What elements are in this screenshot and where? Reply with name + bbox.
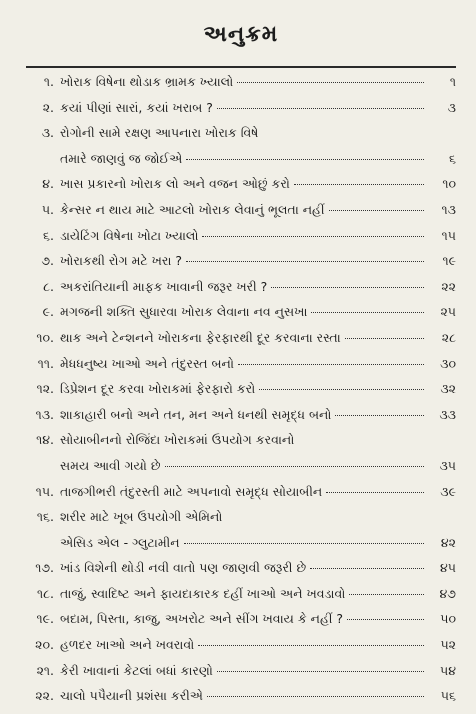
entry-number: ૧૨. [36,381,54,397]
entry-page-number: ૧૩ [441,201,456,217]
toc-entry [26,125,456,151]
entry-title: તાજું, સ્વાદિષ્ટ અને ફાયદાકારક દહીં ખાઓ અને ખવડાવો [60,585,346,601]
toc-entry [26,611,456,637]
entry-title: ખાંડ વિશેની થોડી નવી વાતો પણ જાણવી જરૂરી છે [60,560,307,576]
dot-leader [329,210,424,211]
entry-title: શરીર માટે ખૂબ ઉપયોગી એમિનો [60,509,223,525]
entry-number: ૨૦. [35,637,54,653]
dot-leader [259,389,424,390]
entry-title: ખોરાકથી રોગ મટે ખરા ? [60,253,183,269]
entry-number: ૨૨. [35,688,54,704]
entry-page-number: ૨૨ [441,278,456,294]
dot-leader [349,594,424,595]
entry-number: ૧૪. [36,432,54,448]
toc-entry [26,484,456,510]
entry-page-number: ૩ [447,99,456,115]
toc-entry [26,509,456,535]
entry-page-number: ૫૬ [440,688,456,704]
entry-title: શાકાહારી બનો અને તન, મન અને ધનથી સમૃદ્ધ બનો [60,406,332,422]
toc-list [26,74,456,714]
toc-entry-continuation [26,535,456,561]
dot-leader [335,415,424,416]
toc-entry [26,663,456,689]
dot-leader [238,364,424,365]
entry-title: અકરાંતિયાની માફક ખાવાની જરૂર ખરી ? [60,278,268,294]
entry-page-number: ૩૦ [440,355,456,371]
entry-title: મગજની શક્તિ સુધારવા ખોરાક લેવાના નવ નુસખા [60,304,308,320]
entry-number: ૯. [42,304,54,320]
toc-entry-continuation [26,458,456,484]
entry-title: કેરી ખાવાનાં કેટલાં બધાં કારણો [60,662,213,678]
toc-entry [26,356,456,382]
entry-number: ૩. [41,125,54,141]
entry-number: ૪. [42,176,54,192]
entry-number: ૧૯. [36,611,54,627]
entry-page-number: ૨૫ [440,304,456,320]
entry-page-number: ૧૦ [442,176,456,192]
dot-leader [347,619,424,620]
dot-leader [326,492,424,493]
toc-entry [26,330,456,356]
entry-number: ૮. [43,278,54,294]
entry-title: ખોરાક વિષેના થોડાક ભ્રામક ખ્યાલો [60,74,234,89]
entry-title: સમય આવી ગયો છે [60,457,161,473]
dot-leader [198,645,424,646]
toc-entry [26,228,456,254]
entry-number: ૨૧. [36,662,54,678]
entry-number: ૧૭. [35,560,54,576]
dot-leader [345,338,424,339]
toc-entry [26,560,456,586]
entry-page-number: ૬ [448,150,456,166]
entry-page-number: ૪૨ [440,534,456,550]
entry-title: ડિપ્રેશન દૂર કરવા ખોરાકમાં ફેરફારો કરો [60,381,256,397]
entry-number: ૨. [42,99,54,115]
dot-leader [165,466,424,467]
toc-entry [26,381,456,407]
title-rule [26,66,456,68]
toc-entry [26,304,456,330]
dot-leader [237,82,424,83]
entry-title: બદામ, પિસ્તા, કાજુ, અખરોટ અને સીંગ ખવાય કે નહીં ? [60,611,344,627]
toc-entry [26,688,456,714]
toc-entry [26,432,456,458]
dot-leader [271,287,424,288]
dot-leader [310,568,424,569]
toc-entry [26,637,456,663]
toc-entry [26,176,456,202]
toc-entry [26,100,456,126]
toc-entry [26,279,456,305]
dot-leader [294,184,424,185]
entry-title: ડાયેટિંગ વિષેના ખોટા ખ્યાલો [60,227,199,243]
entry-page-number: ૪૭ [439,585,456,601]
entry-page-number: ૧૫ [441,227,456,243]
entry-page-number: ૩૫ [439,457,456,473]
entry-title: ખાસ પ્રકારનો ખોરાક લો અને વજન ઓછું કરો [60,176,290,192]
dot-leader [186,159,424,160]
entry-page-number: ૨૮ [441,329,456,345]
entry-title: કેન્સર ન થાય માટે આટલો ખોરાક લેવાનું ભૂલતા નહીં [60,201,325,217]
dot-leader [184,543,424,544]
entry-title: સોયાબીનનો રોજિંદા ખોરાકમાં ઉપયોગ કરવાનો [60,432,295,448]
toc-entry [26,586,456,612]
dot-leader [217,108,424,109]
toc-entry [26,74,456,100]
entry-number: ૫. [41,201,54,217]
entry-number: ૧૫. [35,483,54,499]
entry-number: ૧૬. [36,509,54,525]
page-title: અનુક્રમ [203,22,279,47]
entry-title: મેધધનુષ્ય ખાઓ અને તંદુરસ્ત બનો [60,355,234,371]
dot-leader [202,236,424,237]
entry-title: રોગોની સામે રક્ષણ આપનારા ખોરાક વિષે [60,125,259,141]
entry-number: ૧૩. [35,406,54,422]
entry-page-number: ૩૨ [440,381,456,397]
entry-page-number: ૪૫ [440,560,456,576]
dot-leader [217,671,424,672]
entry-title: થાક અને ટેન્શનને ખોરાકના ફેરફારથી દૂર કરવાના રસ્તા [60,329,341,345]
entry-number: ૧૧. [37,355,54,371]
entry-title: હળદર ખાઓ અને ખવરાવો [60,637,195,653]
entry-title: ચાલો પપૈયાની પ્રશંસા કરીએ [60,688,203,704]
toc-entry [26,202,456,228]
dot-leader [207,696,424,697]
entry-title: એસિડ એલ - ગ્લુટામીન [60,534,180,550]
entry-page-number: ૧૯ [442,253,456,269]
entry-number: ૧૮. [37,585,54,601]
toc-entry [26,253,456,279]
entry-page-number: ૫૨ [440,637,456,653]
entry-title: તમારે જાણવું જ જોઈએ [60,150,183,166]
entry-page-number: ૫૪ [440,662,456,678]
entry-title: તાજગીભરી તંદુરસ્તી માટે અપનાવો સમૃદ્ધ સોયાબીન [60,483,323,499]
toc-entry-continuation [26,151,456,177]
toc-entry [26,407,456,433]
entry-number: ૭. [41,253,54,269]
entry-title: કયાં પીણાં સારાં, કયાં ખરાબ ? [60,99,213,115]
entry-page-number: ૧ [449,74,456,89]
entry-number: ૧૦. [36,329,54,345]
entry-number: ૧. [43,74,54,89]
entry-page-number: ૩૩ [439,406,456,422]
dot-leader [311,312,424,313]
entry-page-number: ૫૦ [440,611,456,627]
entry-number: ૬. [43,227,54,243]
dot-leader [186,261,424,262]
entry-page-number: ૩૯ [440,483,456,499]
